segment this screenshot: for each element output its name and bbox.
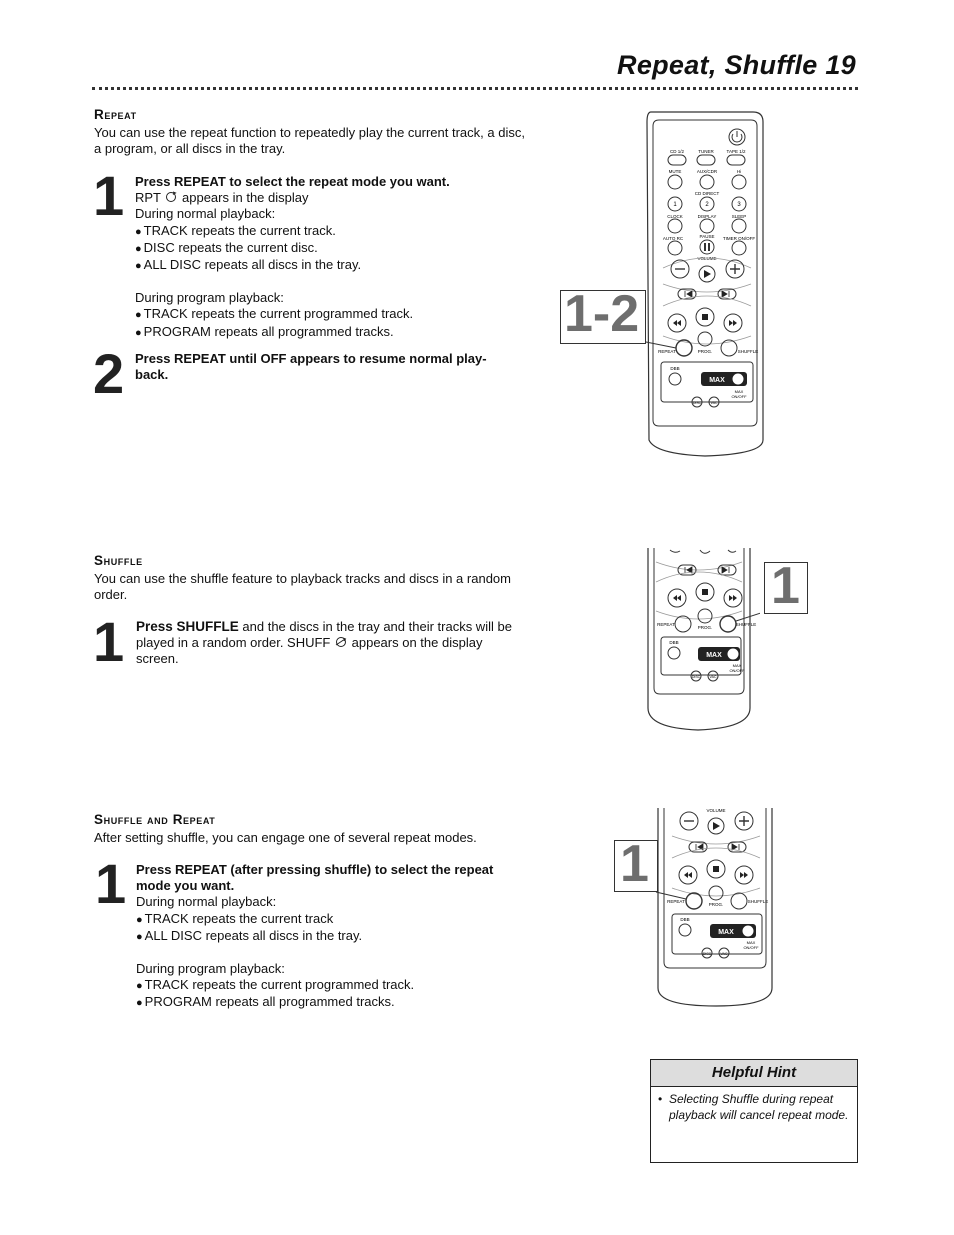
repeat-heading: Repeat <box>94 107 137 122</box>
remote-label-mute: MUTE <box>668 169 682 174</box>
remote-label-prog: PROG. <box>697 625 713 630</box>
list-item: ● TRACK repeats the current track <box>136 911 541 928</box>
list-item: ● TRACK repeats the current programmed track. <box>135 306 535 323</box>
list-item: ● PROGRAM repeats all programmed tracks. <box>136 994 541 1011</box>
remote-control-partial-illustration <box>650 808 780 1008</box>
list-item: ● TRACK repeats the current track. <box>135 223 535 240</box>
remote-label-dbb: DBB <box>670 366 680 371</box>
list-item: ● ALL DISC repeats all discs in the tray. <box>136 928 541 945</box>
helpful-hint-text: • Selecting Shuffle during repeat playback will cancel repeat mode. <box>651 1087 857 1123</box>
repeat-step1-number: 1 <box>93 164 125 227</box>
shuffle-repeat-step1 <box>136 862 541 1012</box>
list-item: ● DISC repeats the current disc. <box>135 240 535 257</box>
remote-label-aux: AUX/CDR <box>696 169 718 174</box>
shuffle-step1-rest: and the discs in the tray and their tracks will be <box>242 619 512 634</box>
shuffle-repeat-intro: After setting shuffle, you can engage one of several repeat modes. <box>94 830 477 845</box>
shuffle-heading: Shuffle <box>94 553 143 568</box>
repeat-symbol-icon <box>164 191 178 203</box>
shuffle-symbol-icon <box>334 636 348 648</box>
remote-label-timer: TIMER ON/OFF <box>722 236 756 241</box>
remote-label-prog: PROG. <box>708 902 724 907</box>
remote-label-repeat: REPEAT <box>658 349 676 354</box>
remote-label-dbb: DBB <box>680 917 690 922</box>
rpt-indicator: RPT <box>135 190 161 206</box>
remote-label-max-small: MAX <box>732 663 742 668</box>
repeat-step2 <box>135 351 535 383</box>
remote-label-max-small: MAX <box>734 389 744 394</box>
page-title: Repeat, Shuffle 19 <box>617 50 856 80</box>
list-item: ● ALL DISC repeats all discs in the tray. <box>135 257 535 274</box>
rpt-suffix: appears in the display <box>182 190 309 206</box>
shuffle-step1-number: 1 <box>93 610 125 673</box>
remote-label-cd-direct: CD DIRECT <box>694 191 720 196</box>
remote-label-onoff: ON/OFF <box>731 394 747 399</box>
shuffle-intro: You can use the shuffle feature to playback tracks and discs in a random order. <box>94 571 511 602</box>
remote-label-vac: VAC <box>720 952 728 956</box>
remote-label-autorc: AUTO RC <box>662 236 684 241</box>
remote-label-vac: VAC <box>709 675 717 679</box>
shuffle-step1-line2b: appears on the display <box>351 635 483 651</box>
remote-label-prog: PROG. <box>697 349 713 354</box>
remote-label-tuner: TUNER <box>698 149 714 154</box>
shuffle-repeat-step1-bold2: mode you want. <box>136 878 235 894</box>
shuffle-step1-line3: screen. <box>136 651 179 667</box>
remote-label-disc: DISC <box>691 675 701 679</box>
remote-label-1: 1 <box>673 202 677 208</box>
remote-label-repeat: REPEAT <box>667 899 685 904</box>
remote-label-max-small: MAX <box>746 940 756 945</box>
helpful-hint-box <box>650 1059 858 1163</box>
remote-label-pause: PAUSE <box>699 234 715 239</box>
remote-label-hi: Hi <box>736 169 742 174</box>
normal-playback-label: During normal playback: <box>135 206 276 222</box>
shuffle-repeat-step1-bold1: Press REPEAT (after pressing shuffle) to select the repeat <box>136 862 494 877</box>
repeat-step2-number: 2 <box>93 342 125 405</box>
remote-label-disc: DISC <box>702 952 712 956</box>
remote-label-shuffle: SHUFFLE <box>735 622 757 627</box>
shuffle-step1-bold: Press SHUFFLE <box>136 619 239 634</box>
shuffle-step1-line2a: played in a random order. SHUFF <box>136 635 331 651</box>
remote-label-tape: TAPE 1/2 <box>726 149 746 154</box>
program-playback-label: During program playback: <box>136 961 285 977</box>
remote-label-dbb: DBB <box>669 640 679 645</box>
callout-number: 1 <box>620 835 649 893</box>
remote-label-max: MAX <box>718 929 734 936</box>
repeat-step1 <box>135 174 535 341</box>
remote-label-shuffle: SHUFFLE <box>747 899 769 904</box>
repeat-step2-line1: Press REPEAT until OFF appears to resume normal play- <box>135 351 487 366</box>
remote-label-vac: VAC <box>710 401 718 405</box>
remote-label-disc: DISC <box>692 401 702 405</box>
shuffle-step1 <box>136 619 541 668</box>
list-item: ● TRACK repeats the current programmed track. <box>136 977 541 994</box>
remote-label-max: MAX <box>709 377 725 384</box>
normal-playback-label: During normal playback: <box>136 894 277 910</box>
remote-label-2: 2 <box>705 202 709 208</box>
remote-control-partial-illustration <box>640 548 760 734</box>
callout-number: 1 <box>771 557 800 615</box>
list-item: ● PROGRAM repeats all programmed tracks. <box>135 324 535 341</box>
remote-label-sleep: SLEEP <box>731 214 747 219</box>
remote-label-display: DISPLAY <box>697 214 717 219</box>
remote-label-volume: VOLUME <box>706 808 726 813</box>
remote-label-cd: CD 1/2 <box>669 149 685 154</box>
remote-label-3: 3 <box>737 202 741 208</box>
repeat-intro: You can use the repeat function to repeatedly play the current track, a disc, a program, or all discs in the tray. <box>94 125 525 156</box>
dotted-rule <box>92 87 858 90</box>
callout-number: 1-2 <box>564 285 640 343</box>
shuffle-repeat-heading: Shuffle and Repeat <box>94 812 216 827</box>
helpful-hint-title: Helpful Hint <box>651 1060 857 1087</box>
remote-label-clock: CLOCK <box>667 214 683 219</box>
program-playback-label: During program playback: <box>135 290 284 306</box>
remote-label-max: MAX <box>706 652 722 659</box>
remote-label-shuffle: SHUFFLE <box>737 349 759 354</box>
repeat-step2-line2: back. <box>135 367 169 383</box>
remote-label-onoff: ON/OFF <box>729 668 745 673</box>
remote-label-repeat: REPEAT <box>657 622 675 627</box>
remote-label-volume: VOLUME <box>697 256 717 261</box>
repeat-step1-instruction: Press REPEAT to select the repeat mode you want. <box>135 174 450 189</box>
shuffle-repeat-step1-number: 1 <box>95 852 127 915</box>
remote-label-onoff: ON/OFF <box>743 945 759 950</box>
